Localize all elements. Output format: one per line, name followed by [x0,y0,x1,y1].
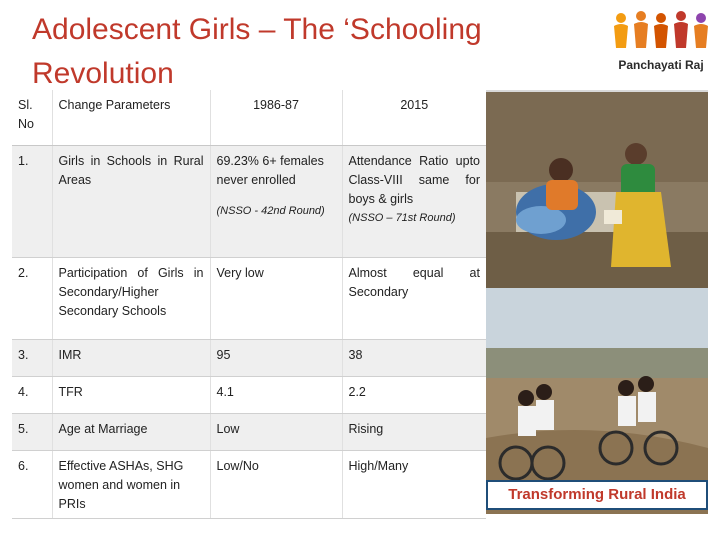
parameters-table [12,90,486,519]
row-1986-value: Low [210,413,342,450]
photo-panel [486,92,708,514]
table-row [12,413,486,450]
row-sl: 1. [12,145,52,257]
row-1986-source: (NSSO - 42nd Round) [216,204,325,217]
header-parameters: Change Parameters [52,90,210,145]
row-parameter: IMR [52,339,210,376]
photo-women-reading [486,92,708,288]
table-header-row [12,90,486,145]
row-parameter: Effective ASHAs, SHG women and women in PRIs [52,450,210,518]
row-1986-text: 69.23% 6+ females never enrolled [216,153,324,187]
title-line-1: Adolescent Girls – The ‘Schooling [32,13,482,46]
row-1986-value [210,145,342,257]
row-1986-value: Low/No [210,450,342,518]
row-2015-value [342,145,486,257]
row-parameter: Participation of Girls in Secondary/Higher Secondary Schools [52,257,210,339]
logo-figures-icon [606,8,716,58]
row-1986-value: 4.1 [210,376,342,413]
header-sl: Sl. No [12,90,52,145]
row-1986-value: 95 [210,339,342,376]
header-1986: 1986-87 [210,90,342,145]
header-2015: 2015 [342,90,486,145]
row-parameter: Girls in Schools in Rural Areas [52,145,210,257]
row-2015-value: Almost equal at Secondary [342,257,486,339]
logo-text: Panchayati Raj [618,58,704,72]
panchayati-raj-logo [606,8,716,88]
page-title [32,8,592,96]
row-sl: 3. [12,339,52,376]
row-2015-value: High/Many [342,450,486,518]
row-parameter: Age at Marriage [52,413,210,450]
row-2015-value: 38 [342,339,486,376]
table-row [12,450,486,518]
row-sl: 2. [12,257,52,339]
table-row [12,339,486,376]
row-sl: 6. [12,450,52,518]
title-line-2: Revolution [32,57,174,90]
row-sl: 5. [12,413,52,450]
row-2015-source: (NSSO – 71st Round) [348,211,456,224]
table-row [12,376,486,413]
row-2015-value: 2.2 [342,376,486,413]
row-parameter: TFR [52,376,210,413]
row-sl: 4. [12,376,52,413]
tagline-box: Transforming Rural India [486,480,708,510]
row-2015-text: Attendance Ratio upto Class-VIII same for boys & girls [348,153,480,206]
row-2015-value: Rising [342,413,486,450]
table-row [12,257,486,339]
table-row [12,145,486,257]
row-1986-value: Very low [210,257,342,339]
